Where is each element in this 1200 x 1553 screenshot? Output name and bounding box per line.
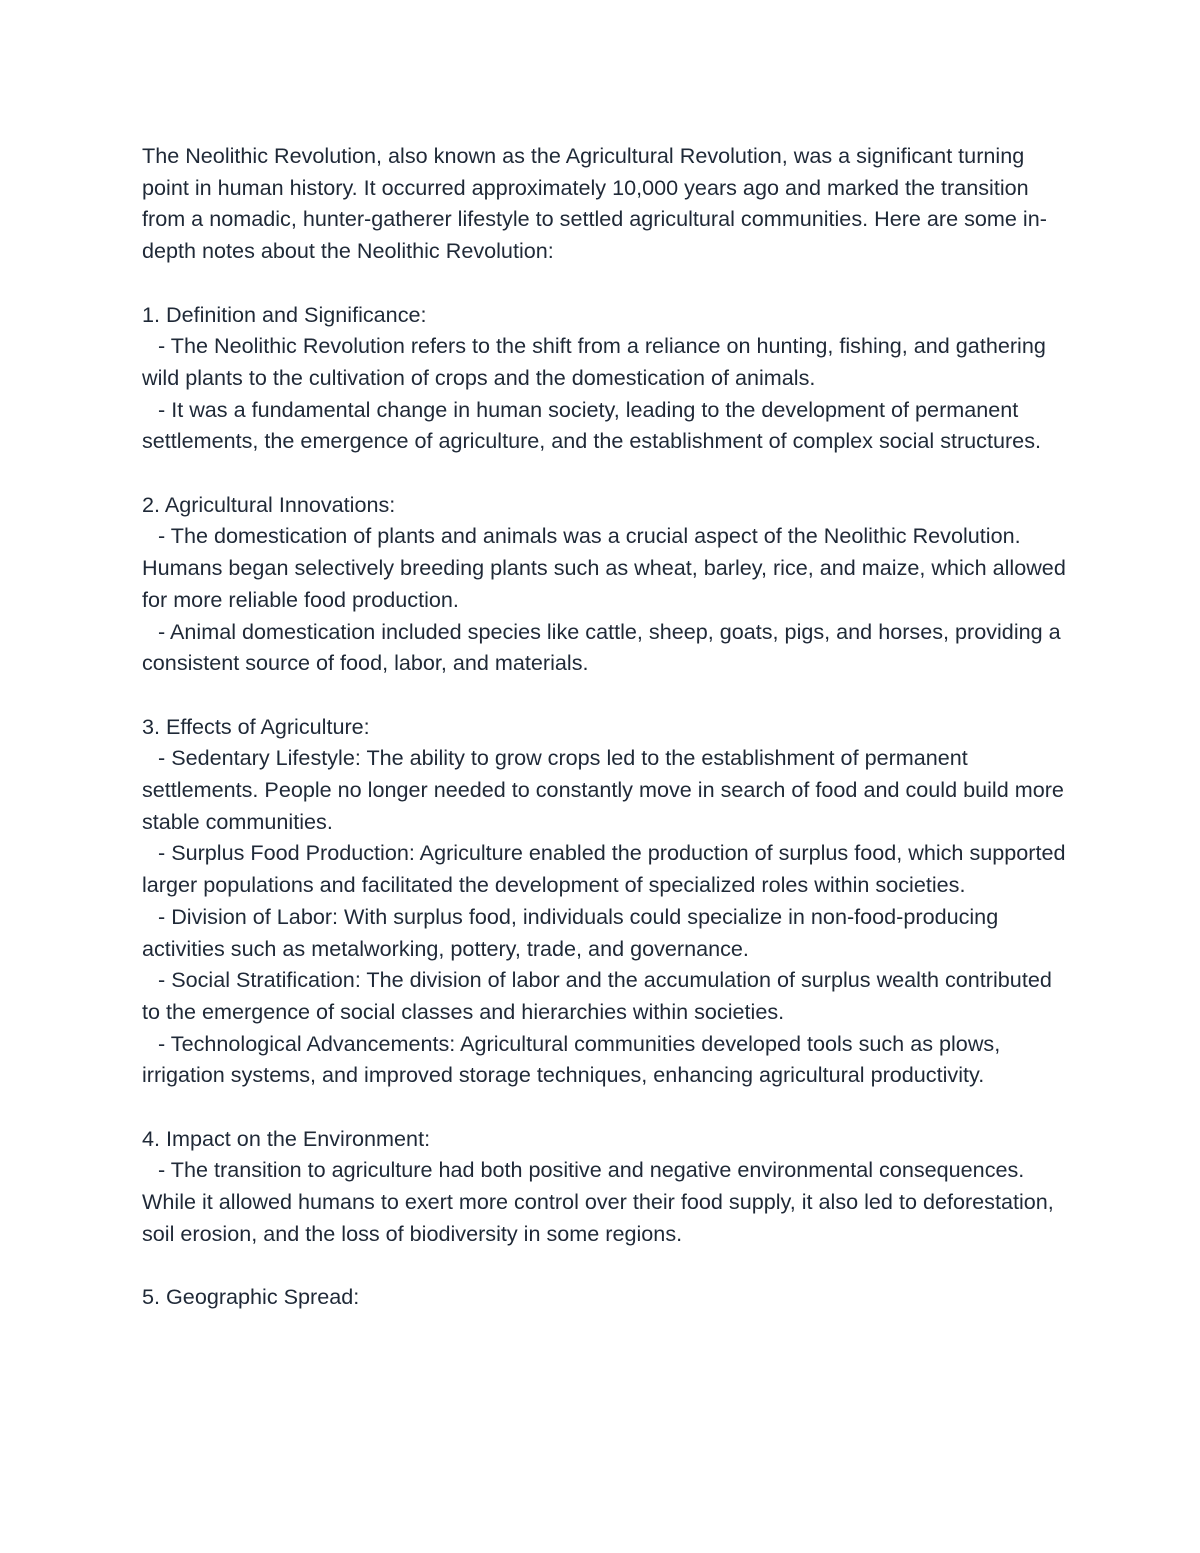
- section-4-bullet-1: - The transition to agriculture had both positive and negative environmental consequences. While it allowed humans to exert more control over their food supply, it also led to deforestation, soil erosion, and the loss of biodiversity in some regions.: [142, 1157, 1054, 1246]
- section-5-heading: 5. Geographic Spread:: [142, 1284, 360, 1310]
- document-body: [142, 140, 1072, 1313]
- spacer: [142, 679, 1072, 711]
- section-2-heading: 2. Agricultural Innovations:: [142, 491, 396, 517]
- section-2-bullet-1: - The domestication of plants and animals was a crucial aspect of the Neolithic Revolution. Humans began selectively breeding plants such as wheat, barley, rice, and maize, which allowed for more reliable food production.: [142, 523, 1066, 612]
- spacer: [142, 1091, 1072, 1123]
- spacer: [142, 267, 1072, 299]
- section-3-bullet-2: - Surplus Food Production: Agriculture enabled the production of surplus food, which supported larger populations and facilitated the development of specialized roles within societies.: [142, 840, 1066, 898]
- section-3-bullet-4: - Social Stratification: The division of labor and the accumulation of surplus wealth contributed to the emergence of social classes and hierarchies within societies.: [142, 967, 1052, 1024]
- section-1-bullet-1: - The Neolithic Revolution refers to the shift from a reliance on hunting, fishing, and gathering wild plants to the cultivation of crops and the domestication of animals.: [142, 333, 1046, 390]
- section-3-bullet-3: - Division of Labor: With surplus food, individuals could specialize in non-food-producing activities such as metalworking, pottery, trade, and governance.: [142, 903, 999, 961]
- section-1-heading: 1. Definition and Significance:: [142, 301, 427, 327]
- spacer: [142, 1250, 1072, 1282]
- section-3-heading: 3. Effects of Agriculture:: [142, 713, 370, 739]
- spacer: [142, 457, 1072, 489]
- section-1-bullet-2: - It was a fundamental change in human society, leading to the development of permanent settlements, the emergence of agriculture, and the establishment of complex social structures.: [142, 396, 1041, 454]
- section-3-bullet-1: - Sedentary Lifestyle: The ability to grow crops led to the establishment of permanent settlements. People no longer needed to constantly move in search of food and could build more stable communities.: [142, 745, 1064, 834]
- section-4-heading: 4. Impact on the Environment:: [142, 1125, 431, 1151]
- intro-paragraph: The Neolithic Revolution, also known as the Agricultural Revolution, was a significant turning point in human history. It occurred approximately 10,000 years ago and marked the transition from a nomadic, hunter-gatherer lifestyle to settled agricultural communities. Here are some in-depth notes about the Neolithic Revolution:: [142, 143, 1047, 264]
- section-2-bullet-2: - Animal domestication included species like cattle, sheep, goats, pigs, and horses, providing a consistent source of food, labor, and materials.: [142, 618, 1061, 676]
- section-3-bullet-5: - Technological Advancements: Agricultural communities developed tools such as plows, irrigation systems, and improved storage techniques, enhancing agricultural productivity.: [142, 1030, 1001, 1088]
